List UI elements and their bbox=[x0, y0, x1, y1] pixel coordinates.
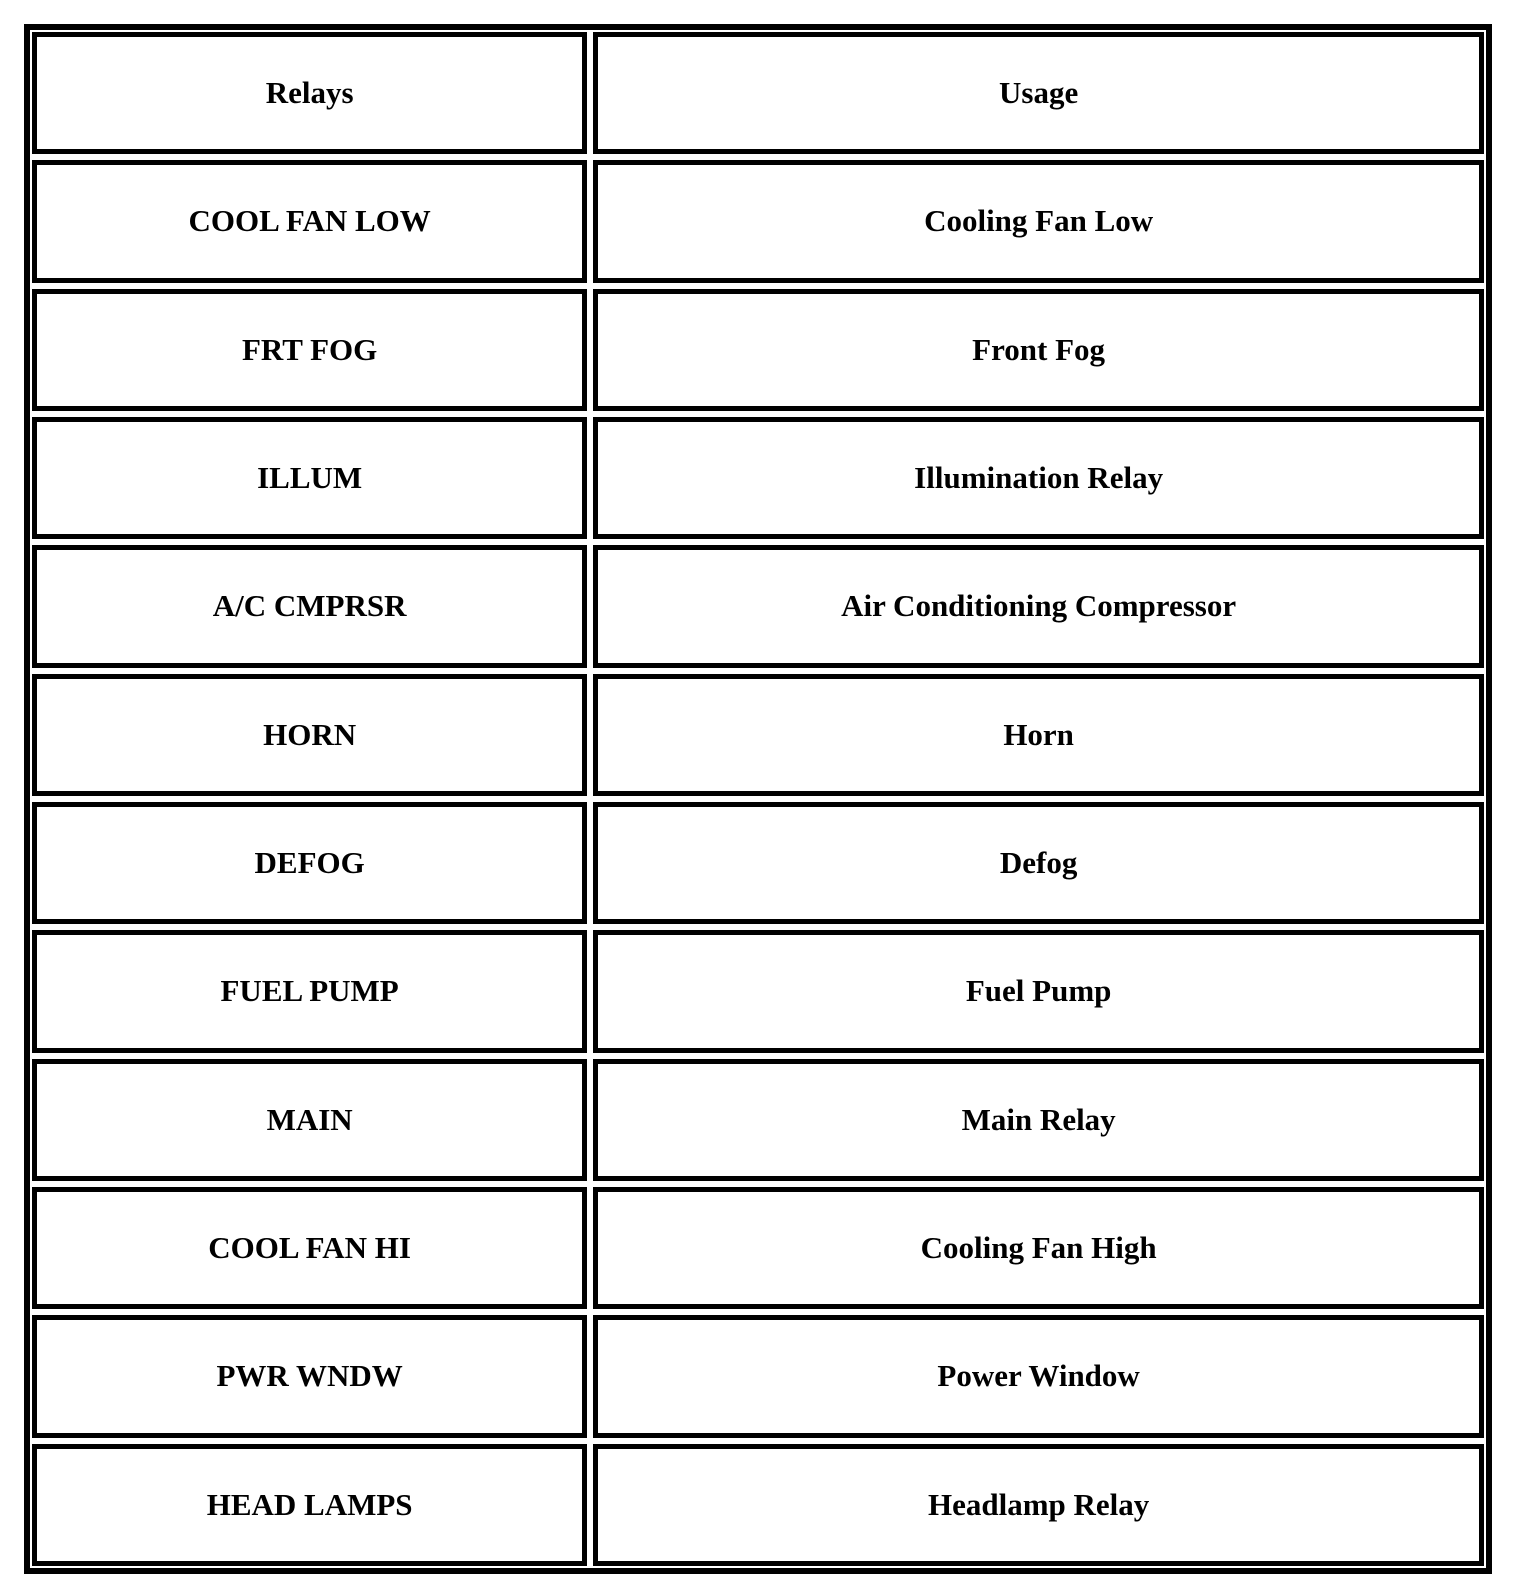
relay-cell: COOL FAN LOW bbox=[32, 160, 587, 282]
table-row bbox=[32, 1444, 1484, 1566]
relay-cell: MAIN bbox=[32, 1059, 587, 1181]
table-header-row bbox=[32, 32, 1484, 154]
table-row bbox=[32, 1059, 1484, 1181]
usage-cell: Headlamp Relay bbox=[593, 1444, 1484, 1566]
usage-cell: Cooling Fan High bbox=[593, 1187, 1484, 1309]
usage-cell: Fuel Pump bbox=[593, 930, 1484, 1052]
relay-cell: HEAD LAMPS bbox=[32, 1444, 587, 1566]
relay-cell: HORN bbox=[32, 674, 587, 796]
header-relays: Relays bbox=[32, 32, 587, 154]
relay-cell: FUEL PUMP bbox=[32, 930, 587, 1052]
usage-cell: Power Window bbox=[593, 1315, 1484, 1437]
usage-cell: Main Relay bbox=[593, 1059, 1484, 1181]
table-row bbox=[32, 674, 1484, 796]
relay-cell: FRT FOG bbox=[32, 289, 587, 411]
table-row bbox=[32, 289, 1484, 411]
header-usage: Usage bbox=[593, 32, 1484, 154]
usage-cell: Air Conditioning Compressor bbox=[593, 545, 1484, 667]
table-row bbox=[32, 160, 1484, 282]
table-row bbox=[32, 802, 1484, 924]
relay-cell: A/C CMPRSR bbox=[32, 545, 587, 667]
usage-cell: Horn bbox=[593, 674, 1484, 796]
usage-cell: Front Fog bbox=[593, 289, 1484, 411]
relay-cell: DEFOG bbox=[32, 802, 587, 924]
table-row bbox=[32, 545, 1484, 667]
usage-cell: Illumination Relay bbox=[593, 417, 1484, 539]
relay-cell: ILLUM bbox=[32, 417, 587, 539]
table-row bbox=[32, 417, 1484, 539]
table-row bbox=[32, 1315, 1484, 1437]
relay-cell: COOL FAN HI bbox=[32, 1187, 587, 1309]
relay-cell: PWR WNDW bbox=[32, 1315, 587, 1437]
relay-table-frame bbox=[24, 24, 1492, 1574]
usage-cell: Cooling Fan Low bbox=[593, 160, 1484, 282]
relay-table bbox=[26, 26, 1490, 1572]
usage-cell: Defog bbox=[593, 802, 1484, 924]
table-row bbox=[32, 1187, 1484, 1309]
table-row bbox=[32, 930, 1484, 1052]
